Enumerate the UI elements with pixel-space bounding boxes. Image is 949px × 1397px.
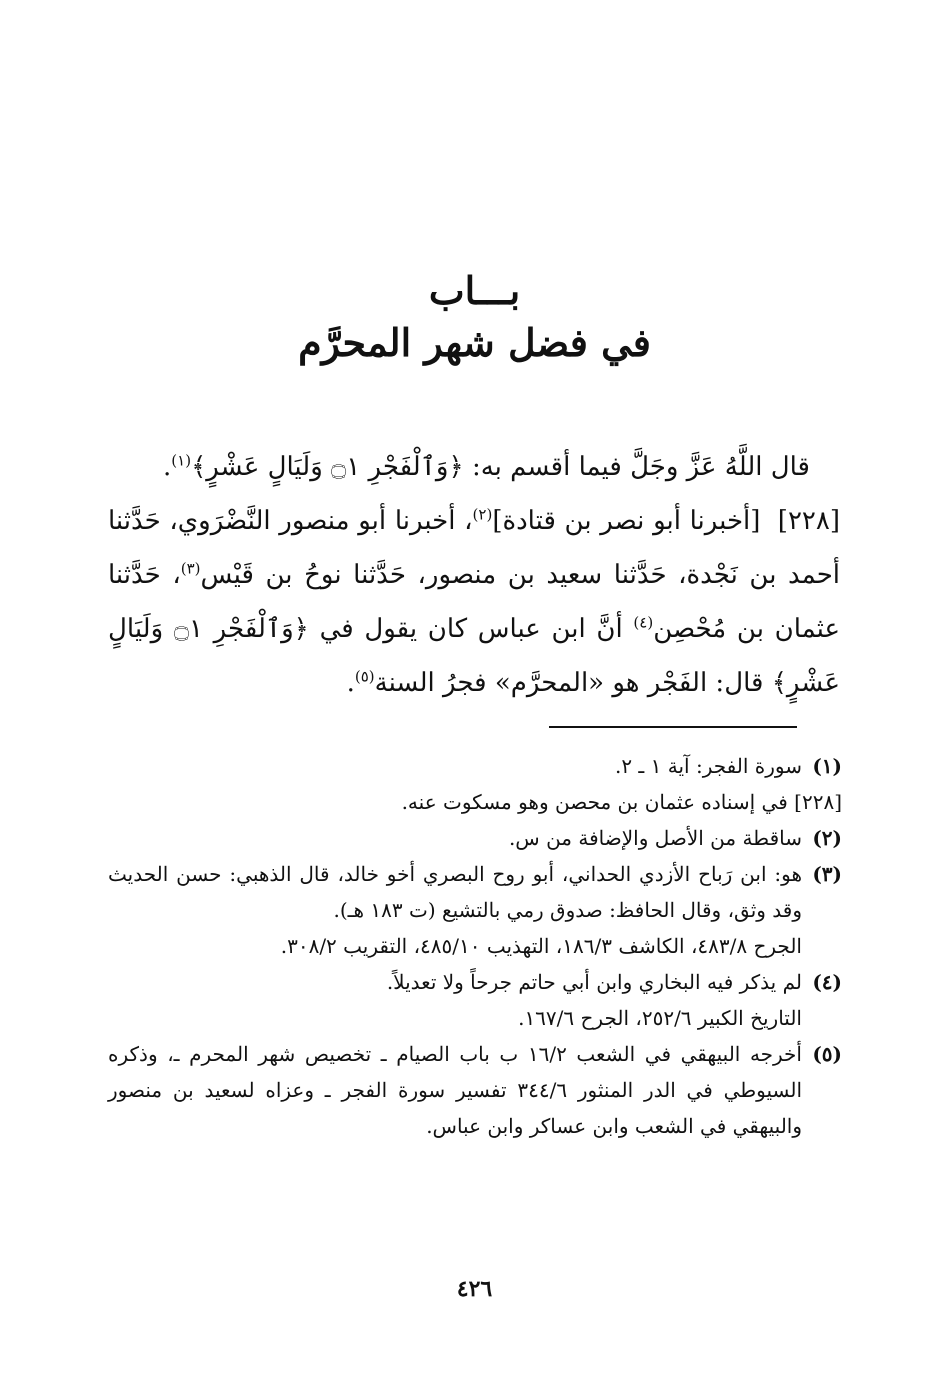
hadith-end: .	[346, 668, 355, 698]
footnote-number: (٣)	[812, 862, 842, 886]
footnote-ref-3: (٣)	[180, 559, 201, 578]
footnote-ref-5: (٥)	[354, 667, 375, 686]
footnote-text: أخرجه البيهقي في الشعب ١٦/٢ ب باب الصيام ـ تخصيص شهر المحرم ـ، وذكره السيوطي في الدر المنثور ٣٤٤/٦ تفسير سورة الفجر ـ وعزاه لسعيد بن منصور والبيهقي في الشعب وابن عساكر وابن عباس.	[108, 1042, 803, 1138]
footnote-number: (١)	[812, 754, 842, 778]
intro-end: .	[163, 452, 172, 482]
hadith-text-1: [أخبرنا أبو نصر بن قتادة]	[492, 506, 761, 536]
footnote-text: لم يذكر فيه البخاري وابن أبي حاتم جرحاً ولا تعديلاً.	[386, 970, 802, 994]
chapter-title: في فضل شهر المحرَّم	[298, 320, 651, 365]
footnote-number: (٤)	[812, 970, 842, 994]
hadith-number: [٢٢٨]	[777, 506, 841, 536]
footnote-body	[108, 856, 802, 964]
footnote-references: الجرح ٤٨٣/٨، الكاشف ١٨٦/٣، التهذيب ٤٨٥/١٠، التقريب ٣٠٨/٢.	[280, 934, 802, 958]
footnote-references: التاريخ الكبير ٢٥٢/٦، الجرح ١٦٧/٦.	[518, 1006, 802, 1030]
footnote-divider	[549, 726, 797, 728]
footnote-ref-4: (٤)	[633, 613, 654, 632]
footnote-body	[108, 964, 802, 1036]
hadith-text-2: ، أخبرنا أبو منصور النَّضْرَوي، حَدَّثنا أحمد بن نَجْدة، حَدَّثنا سعيد بن منصور، حَدَّثنا نوحُ بن قَيْس	[108, 506, 840, 590]
footnote-2	[108, 820, 842, 856]
footnotes	[108, 748, 842, 1144]
intro-paragraph	[108, 440, 840, 494]
footnote-text: ساقطة من الأصل والإضافة من س.	[508, 826, 802, 850]
footnote-number: (٢)	[812, 826, 842, 850]
footnote-ref-1: (١)	[171, 451, 192, 470]
page-number: ٤٢٦	[456, 1276, 493, 1302]
footnote-1	[108, 748, 842, 784]
footnote-ref-2: (٢)	[472, 505, 493, 524]
chapter-label: بـــاب	[428, 268, 521, 313]
hadith-text-3: ، حَدَّثنا عثمان بن مُحْصِن	[108, 560, 841, 644]
footnote-text: سورة الفجر: آية ١ ـ ٢.	[614, 754, 802, 778]
hadith-footnote: [٢٢٨] في إسناده عثمان بن محصن وهو مسكوت عنه.	[401, 790, 842, 814]
footnote-number: (٥)	[812, 1042, 842, 1066]
footnote-4	[108, 964, 842, 1036]
hadith-paragraph	[108, 494, 840, 710]
footnote-text: هو: ابن رَباح الأزدي الحداني، أبو روح البصري أخو خالد، قال الذهبي: حسن الحديث وقد وثق، وقال الحافظ: صدوق رمي بالتشيع (ت ١٨٣ هـ).	[108, 862, 802, 922]
footnote-3	[108, 856, 842, 964]
footnote-5	[108, 1036, 842, 1144]
intro-text: قال اللَّهُ عَزَّ وجَلَّ فيما أقسم به: ﴿وَٱلْفَجْرِ ۝١ وَلَيَالٍ عَشْرٍ﴾	[191, 452, 810, 482]
hadith-text-4: أنَّ ابن عباس كان يقول في ﴿وَٱلْفَجْرِ ۝١ وَلَيَالٍ عَشْرٍ﴾ قال: الفَجْر هو «المحرَّم» فجرُ السنة	[108, 614, 840, 698]
main-text	[108, 440, 840, 710]
